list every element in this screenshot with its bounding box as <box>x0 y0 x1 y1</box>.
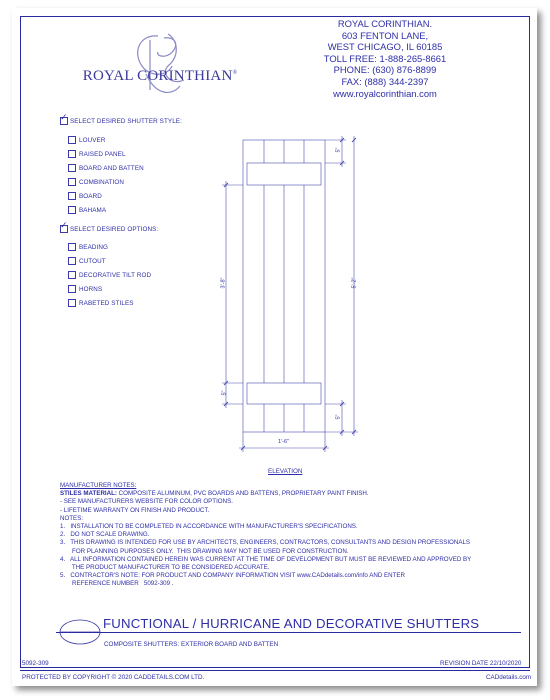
caddetails-brand[interactable]: CADdetails.com <box>486 674 532 681</box>
sheet-number: 5092-309 <box>22 660 49 667</box>
note-item: 4. ALL INFORMATION CONTAINED HEREIN WAS CURRENT AT THE TIME OF DEVELOPMENT BUT MUST BE REVIEWED AND APPROVED BY <box>60 555 472 563</box>
copyright-notice: PROTECTED BY COPYRIGHT © 2020 CADDETAILS.COM LTD. <box>22 674 205 681</box>
dim-top-batten: 5" <box>335 147 342 153</box>
stiles-text: COMPOSITE ALUMINUM, PVC BOARDS AND BATTENS, PROPRIETARY PAINT FINISH. <box>116 490 369 498</box>
drawing-subtitle: COMPOSITE SHUTTERS: EXTERIOR BOARD AND BATTEN <box>104 641 279 648</box>
company-tollfree: TOLL FREE: 1-888-265-8661 <box>323 52 447 64</box>
option-board-and-batten: BOARD AND BATTEN <box>79 165 144 172</box>
option-bahama: BAHAMA <box>79 207 107 214</box>
note-item: REFERENCE NUMBER 5092-309 . <box>60 580 174 588</box>
notes-block <box>60 482 520 589</box>
option-horns: HORNS <box>79 286 103 293</box>
dim-width: 1'-6" <box>278 439 289 445</box>
option-cutout: CUTOUT <box>79 258 106 265</box>
option-combination: COMBINATION <box>79 179 125 186</box>
dim-batten-spacing: 3'-8" <box>220 277 227 289</box>
options-heading: SELECT DESIRED OPTIONS: <box>70 226 159 233</box>
company-phone: PHONE: (630) 876-8899 <box>333 64 437 76</box>
dim-bottom-batten: 5" <box>335 414 342 420</box>
company-address-2: WEST CHICAGO, IL 60185 <box>327 41 443 53</box>
color-note: - SEE MANUFACTURERS WEBSITE FOR COLOR OPTIONS. <box>60 498 233 506</box>
company-name: ROYAL CORINTHIAN. <box>337 18 433 29</box>
logo-wordmark: ROYAL CORINTHIAN® <box>82 68 238 84</box>
title-divider <box>56 632 521 633</box>
notes-heading: NOTES: <box>60 514 84 522</box>
company-website[interactable]: www.royalcorinthian.com <box>333 87 437 99</box>
option-raised-panel: RAISED PANEL <box>79 151 126 158</box>
dim-bottom-offset: 5" <box>221 390 228 396</box>
note-item: FOR PLANNING PURPOSES ONLY. THIS DRAWING MAY NOT BE USED FOR CONSTRUCTION. <box>60 547 349 555</box>
dim-overall-height: 5'-2" <box>351 277 358 289</box>
detail-marker-icon <box>58 618 102 648</box>
option-beading: BEADING <box>79 244 109 251</box>
note-item: 5. CONTRACTOR'S NOTE: FOR PRODUCT AND COMPANY INFORMATION VISIT www.CADdetails.com/info AND ENTER <box>60 572 405 580</box>
revision-date: REVISION DATE 22/10/2020 <box>440 660 522 667</box>
check-mark-icon: ✓ <box>60 220 68 230</box>
note-item: THE PRODUCT MANUFACTURER TO BE CONSIDERED ACCURATE. <box>60 564 270 572</box>
style-heading: SELECT DESIRED SHUTTER STYLE: <box>70 118 182 125</box>
drawing-title: FUNCTIONAL / HURRICANE AND DECORATIVE SHUTTERS <box>103 616 480 631</box>
stiles-label: STILES MATERIAL: <box>60 490 117 498</box>
footer-divider <box>20 670 530 671</box>
elevation-caption: ELEVATION <box>268 468 303 475</box>
option-rabeted-stiles: RABETED STILES <box>79 300 134 307</box>
note-item: 3. THIS DRAWING IS INTENDED FOR USE BY ARCHITECTS, ENGINEERS, CONTRACTORS, CONSULTANTS AND DESIGN PROFESSIONALS <box>60 539 471 547</box>
stiles-material-line <box>60 490 520 498</box>
company-fax: FAX: (888) 344-2397 <box>341 75 429 87</box>
option-louver: LOUVER <box>79 137 106 144</box>
manufacturer-notes-heading: MANUFACTURER NOTES: <box>60 482 137 489</box>
warranty-note: - LIFETIME WARRANTY ON FINISH AND PRODUCT. <box>60 506 210 514</box>
note-item: 1. INSTALLATION TO BE COMPLETED IN ACCORDANCE WITH MANUFACTURER'S SPECIFICATIONS. <box>60 523 358 531</box>
option-board: BOARD <box>79 193 102 200</box>
check-mark-icon: ✓ <box>60 112 68 122</box>
company-address-1: 603 FENTON LANE, <box>341 29 429 41</box>
option-decorative-tilt-rod: DECORATIVE TILT ROD <box>79 272 152 279</box>
note-item: 2. DO NOT SCALE DRAWING. <box>60 531 150 539</box>
